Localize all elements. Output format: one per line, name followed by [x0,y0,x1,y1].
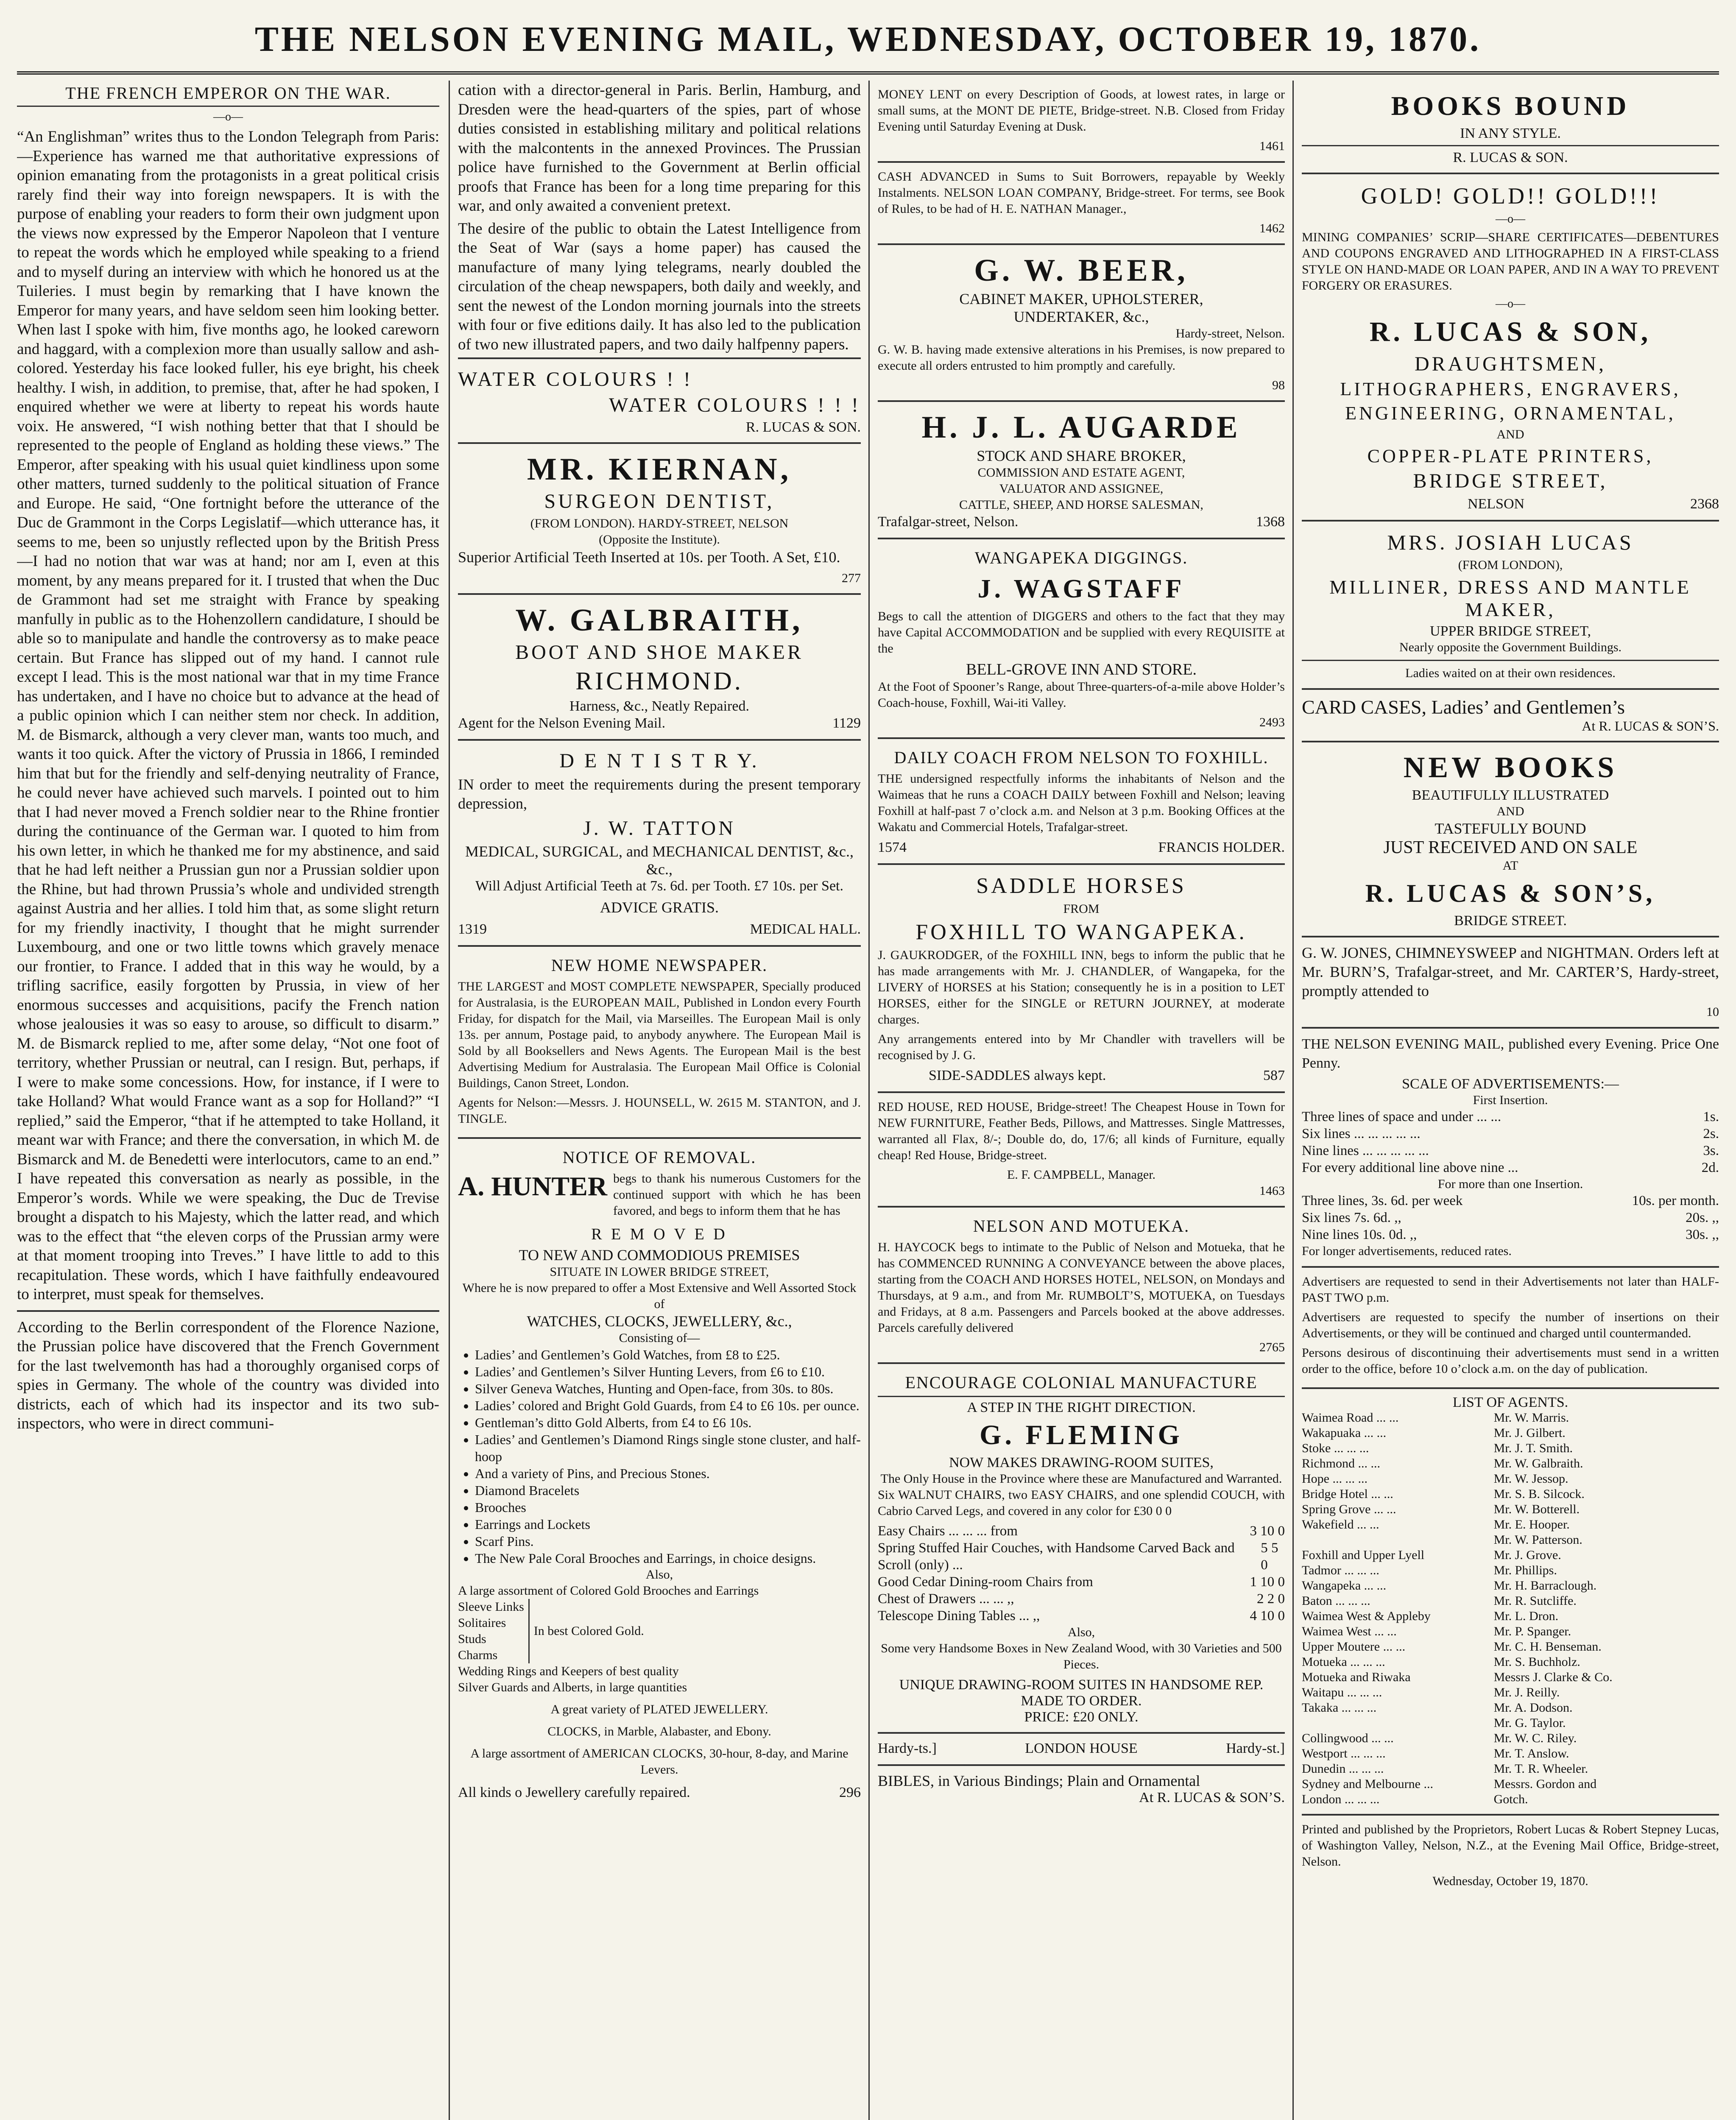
list-item: Richmond ... ... Mr. W. Galbraith. [1302,1456,1583,1470]
ad-address: UPPER BRIDGE STREET, [1429,623,1591,639]
ad-text: J. GAUKRODGER, of the FOXHILL INN, begs to inform the public that he has made arrangements with Mr. J. CHANDLER, of Wangapeka, for the LIVERY of HORSES at his Station; consequently he is in a position to LET HORSES, either for the SINGLE or RETURN JOURNEY, at moderate charges. [878,948,1285,1027]
ad-text: FROM [1063,902,1100,916]
rate-value: 2s. [1703,1126,1719,1141]
ad-signature: R. LUCAS & SON. [745,419,861,435]
rate-value: 2d. [1701,1160,1719,1175]
ad-text: TASTEFULLY BOUND [1435,820,1586,837]
list-item: Studs [458,1632,486,1646]
ad-heading: WANGAPEKA DIGGINGS. [974,548,1188,567]
ad-text: A great variety of PLATED JEWELLERY. [550,1702,768,1716]
ad-text: AND [1496,427,1524,441]
article-desire: The desire of the public to obtain the Latest Intelligence from the Seat of War (says a home paper) has caused the manufacture of many lying telegrams, nearly doubled the circulation of the cheap newspapers, both daily and weekly, and sent the newest of the London morning journals into the streets with four or five editions daily. It has also led to the publication of two new illustrated papers, and two daily halfpenny papers. [458,220,861,353]
ad-heading: BOOT AND SHOE MAKER [515,641,804,664]
ad-haycock [878,1208,1285,1364]
ad-address: Hardy-street, Nelson. [1175,326,1285,340]
ad-signature: At R. LUCAS & SON’S. [1582,718,1719,734]
ad-text: AT [1502,859,1518,873]
ad-text: Begs to call the attention of DIGGERS and others to the fact that they may have Capital ACCOMMODATION and be supplied with every REQUISITE at the [878,609,1285,656]
ad-notices [1302,1268,1719,1389]
list-item: Spring Grove ... ... Mr. W. Botterell. [1302,1502,1580,1516]
list-item: Sleeve Links [458,1600,524,1614]
divider: —o— [213,110,243,123]
ad-number: 296 [839,1785,861,1800]
ad-heading: LIST OF AGENTS. [1452,1395,1569,1410]
rate-label: Six lines 7s. 6d. ,, [1302,1210,1401,1225]
ad-hunter [458,1139,861,1808]
rate-label: For every additional line above nine ... [1302,1160,1518,1175]
ad-text: Consisting of— [619,1331,700,1345]
ad-name: MRS. JOSIAH LUCAS [1387,530,1634,554]
ad-heading: WATER COLOURS ! ! [458,368,693,391]
ad-text: Nearly opposite the Government Buildings. [1399,640,1622,654]
ad-address: BRIDGE STREET. [1454,913,1567,929]
ad-heading: UNDERTAKER, &c., [1013,308,1149,325]
list-item: Foxhill and Upper Lyell Mr. J. Grove. [1302,1548,1561,1562]
list-item: Upper Moutere ... ... Mr. C. H. Benseman. [1302,1640,1602,1654]
ad-name: J. W. TATTON [583,817,736,840]
list-item: • Ladies’ and Gentlemen’s Diamond Rings single stone cluster, and half-hoop [475,1431,861,1465]
ad-kiernan [458,444,861,595]
ad-name: MR. KIERNAN, [527,452,792,487]
ad-heading: COPPER-PLATE PRINTERS, [1367,446,1654,466]
divider: —o— [1496,212,1525,226]
column-1 [17,81,449,2120]
ad-cash-advanced [878,163,1285,245]
ad-heading: BOOKS BOUND [1391,91,1630,121]
ad-text: Also, [645,1568,673,1582]
ad-name: H. J. L. AUGARDE [921,410,1241,445]
ad-text: THE undersigned respectfully informs the inhabitants of Nelson and the Waimeas that he runs a COACH DAILY between Foxhill and Nelson; leaving Foxhill at half-past 7 o’clock a.m. and Nelson at 3 p.m. Booking Offices at the Wakatu and Commercial Hotels, Trafalgar-street. [878,772,1285,834]
ad-text: Advertisers are requested to specify the number of insertions on their Advertisements, or they will be continued and charged until countermanded. [1302,1310,1719,1340]
ad-text: G. W. JONES, CHIMNEYSWEEP and NIGHTMAN. Orders left at Mr. BURN’S, Trafalgar-street, and Mr. CARTER’S, Hardy-street, promptly attended to [1302,944,1719,999]
rate-label: Three lines, 3s. 6d. per week [1302,1193,1463,1208]
ad-address: (FROM LONDON). HARDY-STREET, NELSON [530,516,789,530]
article-continued: cation with a director-general in Paris. Berlin, Hamburg, and Dresden were the head-quarters of the spies, part of whose duties consisted in establishing military and political relations with the malcontents in the annexed Provinces. The Prussian police have furnished to the Government at Berlin official proofs that France has been for a long time preparing for this war, and only awaited a convenient pretext. [458,81,861,215]
ad-beer [878,245,1285,402]
list-item: Motueka ... ... ... Mr. S. Buchholz. [1302,1655,1580,1669]
ad-text: COMMISSION AND ESTATE AGENT, [977,466,1185,480]
ad-text: SITUATE IN LOWER BRIDGE STREET, [550,1265,769,1279]
ad-text: G. W. B. having made extensive alterations in his Premises, is now prepared to execute all orders entrusted to him promptly and carefully. [878,343,1285,373]
list-item: Mr. W. Patterson. [1493,1533,1582,1547]
column-2 [449,81,869,2120]
ad-wagstaff [878,539,1285,739]
price-value: 1 10 0 [1250,1574,1285,1590]
ad-heading: NOW MAKES DRAWING-ROOM SUITES, [949,1455,1214,1470]
ad-text: Agents for Nelson:—Messrs. J. HOUNSELL, W. 2615 M. STANTON, and J. TINGLE. [458,1096,861,1126]
ad-european-mail [458,947,861,1139]
ad-heading: WATCHES, CLOCKS, JEWELLERY, &c., [527,1313,792,1330]
ad-text: Six WALNUT CHAIRS, two EASY CHAIRS, and one splendid COUCH, with Cabrio Carved Legs, and covered in any color for £30 0 0 [878,1488,1285,1518]
ad-heading: FOXHILL TO WANGAPEKA. [915,920,1247,944]
ad-number: 1319 [458,921,487,937]
imprint-text: Printed and published by the Proprietors, Robert Lucas & Robert Stepney Lucas, of Washington Valley, Nelson, N.Z., at the Evening Mail Office, Bridge-street, Nelson. [1302,1822,1719,1869]
ad-text: THE LARGEST and MOST COMPLETE NEWSPAPER, Specially produced for Australasia, is the EUROPEAN MAIL, Published in London every Fourth Friday, for dispatch for the Mail, via Marseilles. The European Mail is only 13s. per annum, Postage paid, to anybody anywhere. The European Mail is Sold by all Booksellers and News Agents. The European Mail is the best Advertising Medium for Australasia. The European Mail Office is Colonial Buildings, Canon Street, London. [458,979,861,1090]
ad-saddle-horses [878,865,1285,1093]
ad-text: A large assortment of AMERICAN CLOCKS, 30-hour, 8-day, and Marine Levers. [470,1746,848,1777]
ad-text: AND [1496,804,1524,818]
ad-heading: MILLINER, DRESS AND MANTLE MAKER, [1329,576,1691,620]
ad-heading: SADDLE HORSES [976,874,1186,898]
ad-number: 98 [1272,378,1285,392]
list-item: Waitapu ... ... ... Mr. J. Reilly. [1302,1685,1560,1699]
ad-text: Hardy-st.] [1226,1741,1285,1756]
ad-text: MEDICAL, SURGICAL, and MECHANICAL DENTIST, &c., &c., [465,843,854,878]
rate-label: Nine lines ... ... ... ... ... [1302,1143,1429,1158]
list-item: • Ladies’ colored and Bright Gold Guards, from £4 to £6 10s. per ounce. [475,1397,861,1414]
ad-text: A large assortment of Colored Gold Brooches and Earrings [458,1584,759,1598]
ad-signature: E. F. CAMPBELL, Manager. [1007,1168,1156,1182]
ad-text: ADVICE GRATIS. [600,899,719,916]
ad-text: VALUATOR AND ASSIGNEE, [999,482,1164,496]
ad-heading: SURGEON DENTIST, [544,490,775,513]
ad-address: NELSON [1467,496,1525,512]
ad-number: 1461 [1259,139,1285,153]
masthead: THE NELSON EVENING MAIL, WEDNESDAY, OCTOBER 19, 1870. [17,8,1719,75]
ad-heading: BELL-GROVE INN AND STORE. [966,661,1197,678]
list-item: London ... ... ... Gotch. [1302,1792,1528,1806]
rate-label: Three lines of space and under ... ... [1302,1109,1502,1124]
list-item: Motueka and Riwaka Messrs J. Clarke & Co. [1302,1670,1613,1684]
list-item: Dunedin ... ... ... Mr. T. R. Wheeler. [1302,1762,1588,1776]
ad-heading: ENCOURAGE COLONIAL MANUFACTURE [905,1373,1258,1392]
rate-value: 10s. per month. [1632,1193,1719,1208]
ad-heading: CABINET MAKER, UPHOLSTERER, [959,290,1203,307]
ad-text: Agent for the Nelson Evening Mail. [458,715,666,731]
list-item: • Earrings and Lockets [475,1516,861,1533]
ad-text: Where he is now prepared to offer a Most Extensive and Well Assorted Stock of [462,1281,857,1311]
list-item: Takaka ... ... ... Mr. A. Dodson. [1302,1701,1573,1715]
list-item: Hope ... ... ... Mr. W. Jessop. [1302,1472,1569,1486]
article-body: “An Englishman” writes thus to the London Telegraph from Paris:—Experience has warned me that authoritative expressions of opinion emanating from the protagonists in a great political crisis rarely find their way into foreign newspapers. It is with the purpose of enabling your readers to form their own judgment upon the views now expressed by the Emperor Napoleon that I venture to repeat the words which he employed while speaking to a friend and to myself during an interview with which he honored us at the Tuileries. I must begin by remarking that I have known the Emperor for many years, and have seldom seen him looking better. When last I spoke with him, five months ago, he looked careworn and haggard, with a complexion more than usually sallow and ash-colored. Yesterday his face looked fuller, his eye bright, his cheek healthy. I wish, in addition, to premise, that, after he had spoken, I enquired whether we were at liberty to repeat his words haute voix. He answered, “I wish nothing better that that I should be represented to the people of England as holding these views.” The Emperor, after speaking with his usual quiet kindliness upon some other matters, turned suddenly to the political situation of France and Europe. He said, “One fortnight before the utterance of the Duc de Grammont in the Corps Legislatif—which utterance has, it seems to me, been so unjustly reflected upon by the British Press—I had no notion that war was at hand; nor am I, even at this moment, by any means prepared for it. I trusted that when the Duc de Grammont had set me straight with France by speaking manfully in public as to the Hohenzollern candidature, I should be able so to manipulate and handle the controversy as to make peace certain. But France has slipped out of my hand. I cannot rule except I lead. This is the most national war that in my time France has undertaken, and I have no choice but to advance at the head of a public opinion which I can neither stem nor check. In addition, M. de Bismarck, although a very clever man, wants too much, and wants it too quick. After the victory of Prussia in 1866, I reminded him that but for the friendly and self-denying neutrality of France, he could never have achieved such marvels. I pointed out to him that I had never moved a French soldier near to the Rhine frontier during the continuance of the German war. I quoted to him from his own letter, in which he thanked me for my abstinence, and said that he had left neither a Prussian gun nor a Prussian soldier upon the Rhine, but had thrown Prussia’s whole and undivided strength against Austria and her allies. I told him that, as some slight return for my friendly inactivity, I thought that he might surrender Luxembourg, and one or two little towns which gravely menace our frontier, to France. I added that in this way he would, by a trifling sacrifice, easily forgotten by Prussia, in view of her enormous successes and acquisitions, pacify the French nation whose jealousies it was so easy to arouse, so difficult to disarm.” M. de Bismarck replied to me, after some delay, “Not one foot of territory, whether Prussian or neutral, can I resign. But, perhaps, if I were to make some concessions. How, for instance, if I were to take Holland? What would France want as a sop for Holland?” “I replied,” said the Emperor, “that if he attempted to take Holland, it meant war with France; and there the conversation, in which M. de Bismarck and M. de Benedetti were interlocutors, came to an end.” I have repeated this conversation as nearly as possible, in the Emperor’s words. While we were speaking, the Duc de Trevise brought a dispatch to his Majesty, which the latter read, and which was to the effect that “the eleven corps of the Prussian army were at that moment trooping into Treves.” I have little to add to this recapitulation. These words, which I have faithfully endeavoured to interpret, must speak for themselves. [17,128,439,1303]
ad-name: G. FLEMING [980,1420,1183,1451]
ad-heading: CARD CASES, Ladies’ and Gentlemen’s [1302,696,1625,718]
ad-augarde [878,402,1285,539]
price-value: 3 10 0 [1250,1523,1285,1539]
ad-heading: STOCK AND SHARE BROKER, [977,447,1186,464]
price-label: Good Cedar Dining-room Chairs from [878,1574,1093,1590]
rate-value: 20s. ,, [1686,1210,1719,1225]
ad-text: All kinds o Jewellery carefully repaired. [458,1785,690,1800]
rate-value: 3s. [1703,1143,1719,1158]
brace-group [458,1599,861,1663]
ad-text: Ladies waited on at their own residences. [1302,660,1719,681]
ad-text: The Only House in the Province where these are Manufactured and Warranted. [880,1472,1282,1486]
ad-heading: JUST RECEIVED AND ON SALE [1383,838,1638,857]
list-item: Waimea Road ... ... Mr. W. Marris. [1302,1411,1569,1425]
list-item: Tadmor ... ... ... Mr. Phillips. [1302,1563,1557,1577]
ad-signature: FRANCIS HOLDER. [1158,840,1285,855]
ad-number: 1574 [878,840,907,855]
list-item: Bridge Hotel ... ... Mr. S. B. Silcock. [1302,1487,1585,1501]
ad-heading: D E N T I S T R Y. [559,750,759,772]
ad-text: CASH ADVANCED in Sums to Suit Borrowers, repayable by Weekly Instalments. NELSON LOAN COMPANY, Bridge-street. For terms, see Book of Rules, to be had of H. E. NATHAN Manager., [878,170,1285,216]
ad-dentistry [458,741,861,947]
ad-heading: ENGINEERING, ORNAMENTAL, [1345,403,1676,424]
price-label: Chest of Drawers ... ... ,, [878,1591,1014,1607]
list-item: • Ladies’ and Gentlemen’s Silver Hunting Levers, from £6 to £10. [475,1363,861,1380]
price-value: 4 10 0 [1250,1608,1285,1623]
rate-label: Six lines ... ... ... ... ... [1302,1126,1421,1141]
list-item: • Gentleman’s ditto Gold Alberts, from £4 to £6 10s. [475,1414,861,1431]
ad-number: 1462 [1259,221,1285,235]
list-item: Stoke ... ... ... Mr. J. T. Smith. [1302,1441,1573,1455]
ad-new-books [1302,742,1719,937]
list-item: Waimea West ... ... Mr. P. Spanger. [1302,1624,1571,1638]
ad-heading: GOLD! GOLD!! GOLD!!! [1361,183,1660,209]
divider: —o— [1496,297,1525,310]
ad-heading: BRIDGE STREET, [1413,470,1608,492]
ad-scale [1302,1029,1719,1268]
ad-text: First Insertion. [1473,1093,1548,1107]
ad-coach [878,739,1285,865]
ad-text: Silver Guards and Alberts, in large quantities [458,1680,687,1694]
ad-number: 587 [1263,1068,1285,1083]
ad-text: Superior Artificial Teeth Inserted at 10s. per Tooth. A Set, £10. [458,549,840,566]
ad-text: BIBLES, in Various Bindings; Plain and Ornamental [878,1772,1200,1789]
ad-number: 1368 [1256,514,1285,530]
ad-address: Trafalgar-street, Nelson. [878,514,1019,530]
ad-text: Persons desirous of discontinuing their advertisements must send in a written order to the office, before 10 o’clock a.m. on the day of publication. [1302,1346,1719,1376]
ad-name: A. HUNTER [458,1171,608,1201]
rate-value: 1s. [1703,1109,1719,1124]
ad-gold [1302,174,1719,522]
ad-text: Advertisers are requested to send in their Advertisements not later than HALF-PAST TWO p.m. [1302,1275,1719,1305]
list-item: Sydney and Melbourne ... Messrs. Gordon and [1302,1777,1597,1791]
ad-heading: UNIQUE DRAWING-ROOM SUITES IN HANDSOME REP. MADE TO ORDER. [899,1677,1264,1709]
ad-heading: NEW BOOKS [1403,751,1618,784]
ad-text: PRICE: £20 ONLY. [1024,1709,1139,1725]
ad-signature: MEDICAL HALL. [750,921,861,937]
ad-text: RED HOUSE, RED HOUSE, Bridge-street! The Cheapest House in Town for NEW FURNITURE, Feather Beds, Pillows, and Mattresses. Single Mattresses, warranted all Flax, 8/-; Double do, do, 17/6; all kinds of Furniture, equally cheap! Red House, Bridge-street. [878,1100,1285,1162]
ad-text: begs to thank his numerous Customers for the continued support with which he has been favored, and begs to inform them that he has [613,1172,861,1218]
ad-number: 1129 [832,715,861,731]
ad-text: H. HAYCOCK begs to intimate to the Public of Nelson and Motueka, that he has COMMENCED RUNNING A CONVEYANCE between the above places, starting from the COACH AND HORSES HOTEL, NELSON, on Mondays and Thursdays, at 9 a.m., and from Mr. RUMBOLT’S, MOTUEKA, on Tuesdays and Fridays, at 8 a.m. Passengers and Parcels booked at the above addresses. Parcels carefully delivered [878,1240,1285,1335]
price-label: Spring Stuffed Hair Couches, with Handsome Carved Back and Scroll (only) ... [878,1540,1235,1573]
ad-signature: R. LUCAS & SON. [1302,145,1719,166]
column-3 [869,81,1293,2120]
ad-text: For more than one Insertion. [1437,1177,1583,1191]
list-item: Mr. G. Taylor. [1493,1716,1566,1730]
rate-label: Nine lines 10s. 0d. ,, [1302,1227,1417,1242]
list-item: Baton ... ... ... Mr. R. Sutcliffe. [1302,1594,1577,1608]
list-item: • Brooches [475,1499,861,1516]
ad-name: R. LUCAS & SON’S, [1365,879,1656,907]
ad-red-house [878,1093,1285,1208]
ad-heading: LITHOGRAPHERS, ENGRAVERS, [1340,379,1681,399]
ad-galbraith [458,595,861,741]
list-item: Charms [458,1648,498,1662]
list-item: • And a variety of Pins, and Precious Stones. [475,1465,861,1482]
ad-money-lent [878,81,1285,163]
ad-heading: SCALE OF ADVERTISEMENTS:— [1402,1076,1619,1092]
article-body-2: According to the Berlin correspondent of the Florence Nazione, the Prussian police have discovered that the French Government for the last twelvemonth has had a thoroughly organised corps of spies in Germany. The whole of the country was divided into districts, each of which had its inspector and its two sub-inspectors, who were in direct communi- [17,1318,439,1432]
price-value: 2 2 0 [1257,1591,1285,1607]
ad-text: In best Colored Gold. [533,1624,644,1638]
ad-text: Also, [1067,1625,1095,1639]
ad-heading: LONDON HOUSE [1025,1741,1138,1756]
ad-heading: RICHMOND. [575,667,743,695]
ad-number: 2493 [1259,715,1285,729]
ad-text: IN ANY STYLE. [1460,126,1561,141]
ad-heading: R E M O V E D [591,1225,728,1243]
ad-text: Harness, &c., Neatly Repaired. [569,698,749,714]
ad-text: Will Adjust Artificial Teeth at 7s. 6d. per Tooth. £7 10s. per Set. [475,878,843,894]
ad-text: Any arrangements entered into by Mr Chandler with travellers will be recognised by J. G. [878,1032,1285,1062]
list-item: • Scarf Pins. [475,1533,861,1550]
ad-name: J. WAGSTAFF [977,575,1185,603]
list-item: • Silver Geneva Watches, Hunting and Open-face, from 30s. to 80s. [475,1380,861,1397]
list-item: Solitaires [458,1616,506,1630]
price-label: Easy Chairs ... ... ... from [878,1523,1018,1539]
ad-number: 277 [842,571,861,585]
ad-text: SIDE-SADDLES always kept. [929,1068,1106,1083]
ad-name: R. LUCAS & SON, [1369,316,1652,347]
list-item: Waimea West & Appleby Mr. L. Dron. [1302,1609,1559,1623]
ad-heading: NOTICE OF REMOVAL. [562,1148,756,1167]
list-item: Wakefield ... ... Mr. E. Hooper. [1302,1517,1570,1531]
ad-text: At the Foot of Spooner’s Range, about Three-quarters-of-a-mile above Holder’s Coach-house, Foxhill, Wai-iti Valley. [878,680,1285,710]
ad-text: CATTLE, SHEEP, AND HORSE SALESMAN, [959,498,1203,512]
ad-text: (FROM LONDON), [1458,558,1563,572]
ad-books-bound [1302,81,1719,174]
ad-text: Some very Handsome Boxes in New Zealand Wood, with 30 Varieties and 500 Pieces. [881,1641,1282,1671]
ad-signature: At R. LUCAS & SON’S. [1139,1790,1285,1805]
ad-heading: NEW HOME NEWSPAPER. [551,956,768,975]
ad-text: IN order to meet the requirements during the present temporary depression, [458,776,861,812]
ad-heading: NELSON AND MOTUEKA. [973,1216,1190,1236]
ad-address: (Opposite the Institute). [599,533,720,547]
ad-heading: DRAUGHTSMEN, [1414,353,1606,375]
ad-number: 1463 [1259,1184,1285,1198]
price-value: 5 5 0 [1261,1540,1278,1573]
ad-text: For longer advertisements, reduced rates. [1302,1244,1512,1258]
article-title: THE FRENCH EMPEROR ON THE WAR. [17,83,439,107]
ad-name: G. W. BEER, [974,253,1189,288]
list-item: Collingwood ... ... Mr. W. C. Riley. [1302,1731,1577,1745]
imprint [1302,1816,1719,1896]
ad-text: THE NELSON EVENING MAIL, published every Evening. Price One Penny. [1302,1036,1719,1071]
ad-heading: DAILY COACH FROM NELSON TO FOXHILL. [894,748,1269,767]
list-item: • Ladies’ and Gentlemen’s Gold Watches, from £8 to £25. [475,1346,861,1363]
ad-heading: TO NEW AND COMMODIOUS PREMISES [519,1247,800,1264]
ad-heading: WATER COLOURS ! ! ! [609,394,861,416]
stock-list [458,1346,861,1567]
ad-fleming [878,1364,1285,1734]
list-item: • The New Pale Coral Brooches and Earrings, in choice designs. [475,1550,861,1567]
ad-text: MONEY LENT on every Description of Goods, at lowest rates, in large or small sums, at the MONT DE PIETE, Bridge-street. N.B. Closed from Friday Evening until Saturday Evening at Dusk. [878,87,1285,134]
ad-text: Wedding Rings and Keepers of best quality [458,1664,679,1678]
ad-bibles [878,1766,1285,1813]
ad-milliner [1302,522,1719,690]
ad-text: CLOCKS, in Marble, Alabaster, and Ebony. [547,1724,771,1738]
rate-value: 30s. ,, [1686,1227,1719,1242]
ad-jones [1302,937,1719,1029]
ad-text: MINING COMPANIES’ SCRIP—SHARE CERTIFICATES—DEBENTURES AND COUPONS ENGRAVED AND LITHOGRAPHED IN A FIRST-CLASS STYLE ON HAND-MADE OR LOAN PAPER, AND IN A WAY TO PREVENT FORGERY OR ERASURES. [1302,230,1719,293]
ad-number: 2368 [1690,496,1719,512]
imprint-date: Wednesday, October 19, 1870. [1432,1874,1588,1888]
ad-heading: A STEP IN THE RIGHT DIRECTION. [878,1396,1285,1416]
agents-list [1302,1389,1719,1816]
ad-number: 2765 [1259,1340,1285,1354]
list-item: Wangapeka ... ... Mr. H. Barraclough. [1302,1579,1597,1593]
ad-text: Hardy-ts.] [878,1741,937,1756]
list-item: Wakapuaka ... ... Mr. J. Gilbert. [1302,1426,1566,1440]
list-item: • Diamond Bracelets [475,1482,861,1499]
price-label: Telescope Dining Tables ... ,, [878,1608,1040,1623]
ad-water-colours [458,357,861,444]
ad-card-cases [1302,690,1719,742]
ad-text: BEAUTIFULLY ILLUSTRATED [1412,787,1609,803]
ad-name: W. GALBRAITH, [515,603,804,638]
column-4 [1293,81,1719,2120]
ad-london-house [878,1734,1285,1766]
list-item: Westport ... ... ... Mr. T. Anslow. [1302,1746,1569,1760]
ad-number: 10 [1706,1005,1719,1019]
